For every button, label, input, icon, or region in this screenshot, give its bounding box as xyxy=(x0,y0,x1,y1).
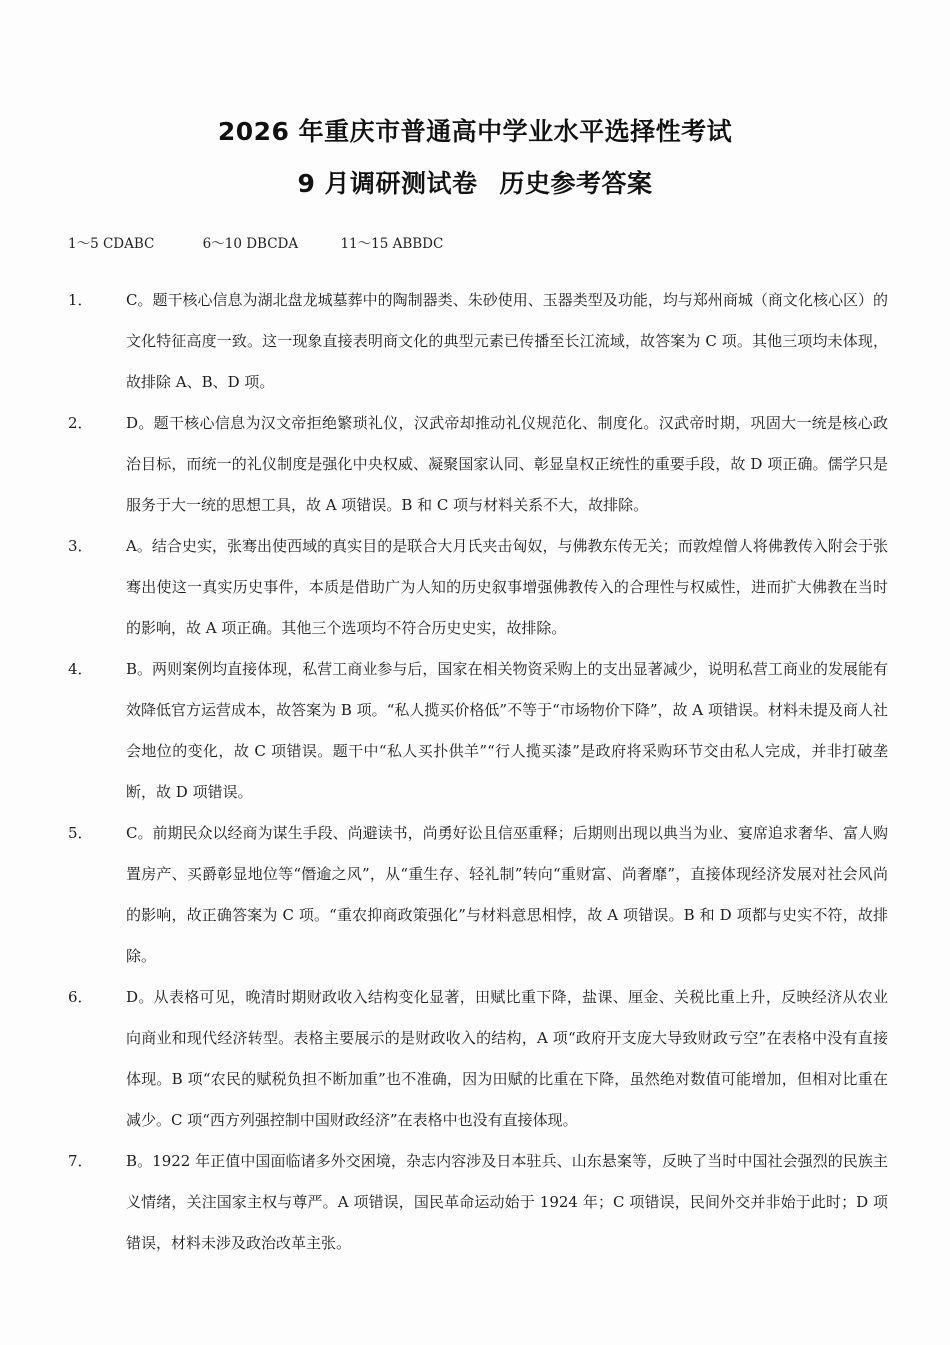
item-number: 5． xyxy=(68,824,93,842)
page-title: 2026 年重庆市普通高中学业水平选择性考试 xyxy=(217,117,733,146)
item-text: D。题干核心信息为汉文帝拒绝繁琐礼仪，汉武帝却推动礼仪规范化、制度化。汉武帝时期，巩固大一统是核心政治目标，而统一的礼仪制度是强化中央权威、凝聚国家认同、彰显皇权正统性的重要手段，故 D 项正确。儒学只是服务于大一统的思想工具，故 A 项错误。B 和 C 项与材料关系不大，故排除。 xyxy=(126,414,888,514)
explanation-item-3 xyxy=(68,526,888,649)
item-text: C。题干核心信息为湖北盘龙城墓葬中的陶制器类、朱砂使用、玉器类型及功能，均与郑州商城（商文化核心区）的文化特征高度一致。这一现象直接表明商文化的典型元素已传播至长江流域，故答案为 C 项。其他三项均未体现，故排除 A、B、D 项。 xyxy=(126,291,888,391)
item-text: A。结合史实，张骞出使西域的真实目的是联合大月氏夹击匈奴，与佛教东传无关；而敦煌僧人将佛教传入附会于张骞出使这一真实历史事件，本质是借助广为人知的历史叙事增强佛教传入的合理性与权威性，进而扩大佛教在当时的影响，故 A 项正确。其他三个选项均不符合历史史实，故排除。 xyxy=(126,537,888,637)
item-text: C。前期民众以经商为谋生手段、尚避读书，尚勇好讼且信巫重释；后期则出现以典当为业、宴席追求奢华、富人购置房产、买爵彰显地位等“僭逾之风”，从“重生存、轻礼制”转向“重财富、尚奢靡”，直接体现经济发展对社会风尚的影响，故正确答案为 C 项。“重农抑商政策强化”与材料意思相悖，故 A 项错误。B 和 D 项都与史实不符，故排除。 xyxy=(126,824,888,965)
subtitle-subject: 历史参考答案 xyxy=(499,169,653,198)
answer-key-group-2: 6～10 DBCDA xyxy=(202,236,299,252)
answer-key-group-1: 1～5 CDABC xyxy=(68,236,155,252)
item-text: D。从表格可见，晚清时期财政收入结构变化显著，田赋比重下降，盐课、厘金、关税比重上升，反映经济从农业向商业和现代经济转型。表格主要展示的是财政收入的结构，A 项“政府开支庞大导致财政亏空”在表格中没有直接体现。B 项“农民的赋税负担不断加重”也不准确，因为田赋的比重在下降，虽然绝对数值可能增加，但相对比重在减少。C 项“西方列强控制中国财政经济”在表格中也没有直接体现。 xyxy=(126,988,888,1129)
explanation-item-7 xyxy=(68,1141,888,1264)
answer-key-summary xyxy=(68,232,443,252)
item-number: 6． xyxy=(68,988,93,1006)
item-number: 3． xyxy=(68,537,93,555)
explanation-item-2 xyxy=(68,403,888,526)
item-text: B。1922 年正值中国面临诸多外交困境，杂志内容涉及日本驻兵、山东悬案等，反映了当时中国社会强烈的民族主义情绪，关注国家主权与尊严。A 项错误，国民革命运动始于 1924 年；C 项错误，民间外交并非始于此时；D 项错误，材料未涉及政治改革主张。 xyxy=(126,1152,888,1252)
subtitle-exam-name: 9 月调研测试卷 xyxy=(297,169,478,198)
answer-key-group-3: 11～15 ABBDC xyxy=(340,236,444,252)
explanation-item-1 xyxy=(68,280,888,403)
explanation-item-5 xyxy=(68,813,888,977)
item-number: 7． xyxy=(68,1152,93,1170)
item-number: 4． xyxy=(68,660,93,678)
explanation-item-6 xyxy=(68,977,888,1141)
item-number: 1． xyxy=(68,291,93,309)
explanation-list xyxy=(68,280,888,1264)
explanation-item-4 xyxy=(68,649,888,813)
item-number: 2． xyxy=(68,414,93,432)
page-subtitle xyxy=(0,164,950,200)
item-text: B。两则案例均直接体现，私营工商业参与后，国家在相关物资采购上的支出显著减少，说明私营工商业的发展能有效降低官方运营成本，故答案为 B 项。“私人揽买价格低”不等于“市场物价下降”，故 A 项错误。材料未提及商人社会地位的变化，故 C 项错误。题干中“私人买扑供羊”“行人揽买漆”是政府将采购环节交由私人完成，并非打破垄断，故 D 项错误。 xyxy=(126,660,888,801)
